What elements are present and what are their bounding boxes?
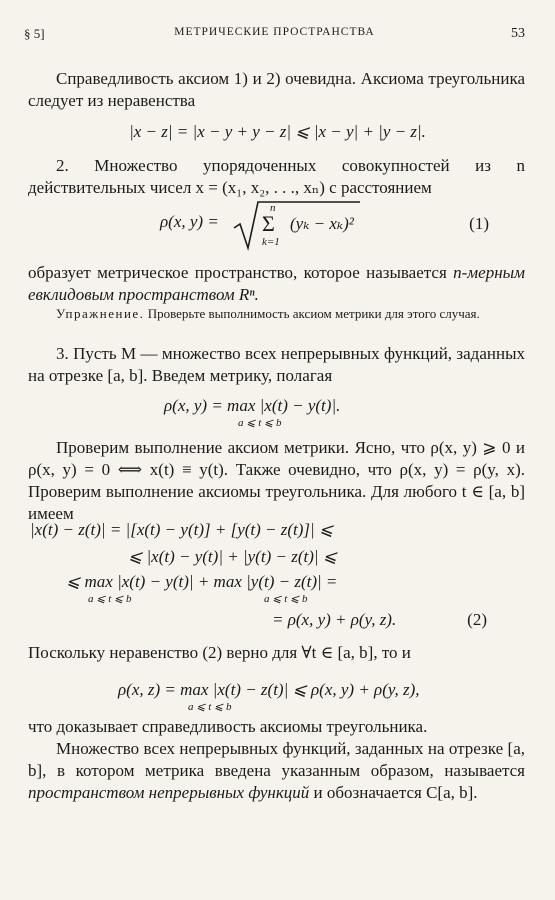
paragraph-euclid-intro: 2. Множество упорядоченных совокупностей из n действительных чисел x = (x₁, x₂, . . ., xₙ) с расстоянием (28, 156, 525, 197)
exercise-label: Упражнение. (56, 306, 145, 321)
equation-number-1: (1) (469, 214, 489, 233)
paragraph-definition (28, 738, 525, 804)
paragraph-proves: что доказывает справедливость аксиомы треугольника. (28, 717, 428, 736)
chain-line-3-sub-2: a ⩽ t ⩽ b (264, 593, 308, 605)
definition-text: Множество всех непрерывных функций, заданных на отрезке [a, b], в котором метрика введена указанным образом, называется (28, 739, 525, 780)
euclid-space-term: n-мерным евклидовым пространством Rⁿ. (28, 263, 525, 304)
chain-line-1: |x(t) − z(t)| = |[x(t) − y(t)] + [y(t) − z(t)]| ⩽ (30, 520, 334, 539)
chain-line-4: = ρ(x, y) + ρ(y, z). (272, 610, 397, 629)
chain-line-2: ⩽ |x(t) − y(t)| + |y(t) − z(t)| ⩽ (128, 547, 338, 566)
formula-euclid-lhs: ρ(x, y) = (160, 212, 219, 231)
exercise-text: Проверьте выполнимость аксиом метрики для этого случая. (147, 306, 480, 321)
section-ref: § 5] (24, 26, 45, 41)
euclid-space-text: образует метрическое пространство, которое называется (28, 263, 447, 282)
formula-euclid (0, 198, 555, 254)
paragraph-continuous: 3. Пусть M — множество всех непрерывных функций, заданных на отрезке [a, b]. Введем метрику, полагая (28, 344, 525, 385)
running-header (24, 26, 525, 44)
chapter-title: МЕТРИЧЕСКИЕ ПРОСТРАНСТВА (174, 26, 375, 38)
paragraph-since: Поскольку неравенство (2) верно для ∀t ∈ [a, b], то и (28, 643, 411, 662)
sum-sign: Σ (262, 211, 275, 236)
formula-max-metric (0, 388, 555, 428)
definition-term: пространством непрерывных функций (28, 783, 310, 802)
sum-upper-limit: n (270, 202, 276, 214)
inequality-chain (0, 520, 555, 640)
definition-end: и обозначается C[a, b]. (313, 783, 478, 802)
formula-final-sub: a ⩽ t ⩽ b (188, 701, 232, 713)
formula-final-text: ρ(x, z) = max |x(t) − z(t)| ⩽ ρ(x, y) + ρ(y, z), (118, 680, 420, 699)
page-number: 53 (511, 26, 525, 41)
paragraph-euclid-space (28, 262, 525, 306)
sum-body: (yₖ − xₖ)² (290, 214, 354, 233)
formula-final (0, 674, 555, 714)
chain-line-3: ⩽ max |x(t) − y(t)| + max |y(t) − z(t)| = (66, 572, 338, 591)
sum-lower-limit: k=1 (262, 236, 280, 248)
chain-line-3-sub-1: a ⩽ t ⩽ b (88, 593, 132, 605)
paragraph-axioms: Справедливость аксиом 1) и 2) очевидна. Аксиома треугольника следует из неравенства (28, 69, 525, 110)
formula-max-text: ρ(x, y) = max |x(t) − y(t)|. (164, 396, 341, 415)
paragraph-verify: Проверим выполнение аксиом метрики. Ясно, что ρ(x, y) ⩾ 0 и ρ(x, y) = 0 ⟺ x(t) ≡ y(t). Также очевидно, что ρ(x, y) = ρ(y, x). Проверим выполнение аксиомы треугольника. Для любого t ∈ [a, b] имеем (28, 438, 525, 523)
formula-triangle: |x − z| = |x − y + y − z| ⩽ |x − y| + |y − z|. (129, 122, 426, 141)
exercise (28, 306, 525, 321)
formula-max-sub: a ⩽ t ⩽ b (238, 417, 282, 429)
equation-number-2: (2) (467, 610, 487, 629)
